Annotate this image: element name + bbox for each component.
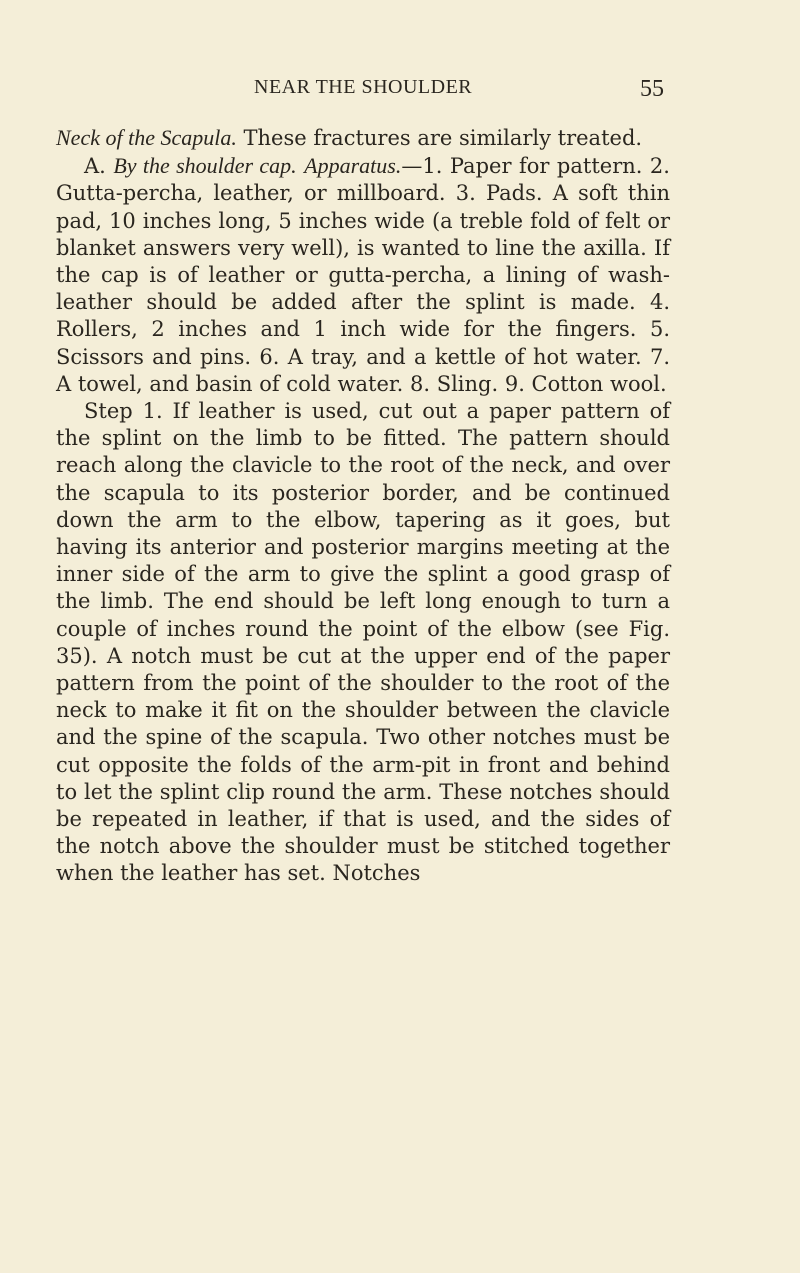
running-head: NEAR THE SHOULDER [254,76,473,98]
body-text [56,124,670,888]
section-title-neck-of-scapula: Neck of the Scapula. [56,125,237,150]
paragraph-shoulder-cap [56,152,670,398]
apparatus-list: —1. Paper for pattern. 2. Gutta-percha, leather, or millboard. 3. Pads. A soft thin pad, 10 inches long, 5 inches wide (a treble fold of felt or blanket answers very well), is wanted to line the axilla. If the cap is of leather or gutta-percha, a lining of wash-leather should be added after the splint is made. 4. Rollers, 2 inches and 1 inch wide for the fingers. 5. Scissors and pins. 6. A tray, and a kettle of hot water. 7. A towel, and basin of cold water. 8. Sling. 9. Cotton wool. [56,154,670,396]
paragraph-step-1 [56,398,670,888]
page-number: 55 [640,76,664,102]
step-1-text: Step 1. If leather is used, cut out a paper pattern of the splint on the limb to be fitted. The pattern should reach along the clavicle to the root of the neck, and over the scapula to its posterior border, and be continued down the arm to the elbow, tapering as it goes, but having its anterior and posterior margins meeting at the inner side of the arm to give the splint a good grasp of the limb. The end should be left long enough to turn a couple of inches round the point of the elbow (see Fig. 35). A notch must be cut at the upper end of the paper pattern from the point of the shoulder to the root of the neck to make it fit on the shoulder between the clavicle and the spine of the scapula. Two other notches must be cut opposite the folds of the arm-pit in front and behind to let the splint clip round the arm. These notches should be repeated in leather, if that is used, and the sides of the notch above the shoulder must be stitched together when the leather has set. Notches [56,399,670,886]
apparatus-heading: Apparatus. [304,153,402,179]
section-letter: A. [84,154,114,179]
paragraph-text: These fractures are similarly treated. [236,126,643,150]
section-title-shoulder-cap: By the shoulder cap. [113,153,297,179]
page-header [254,76,664,110]
paragraph-neck-of-scapula [56,124,670,152]
